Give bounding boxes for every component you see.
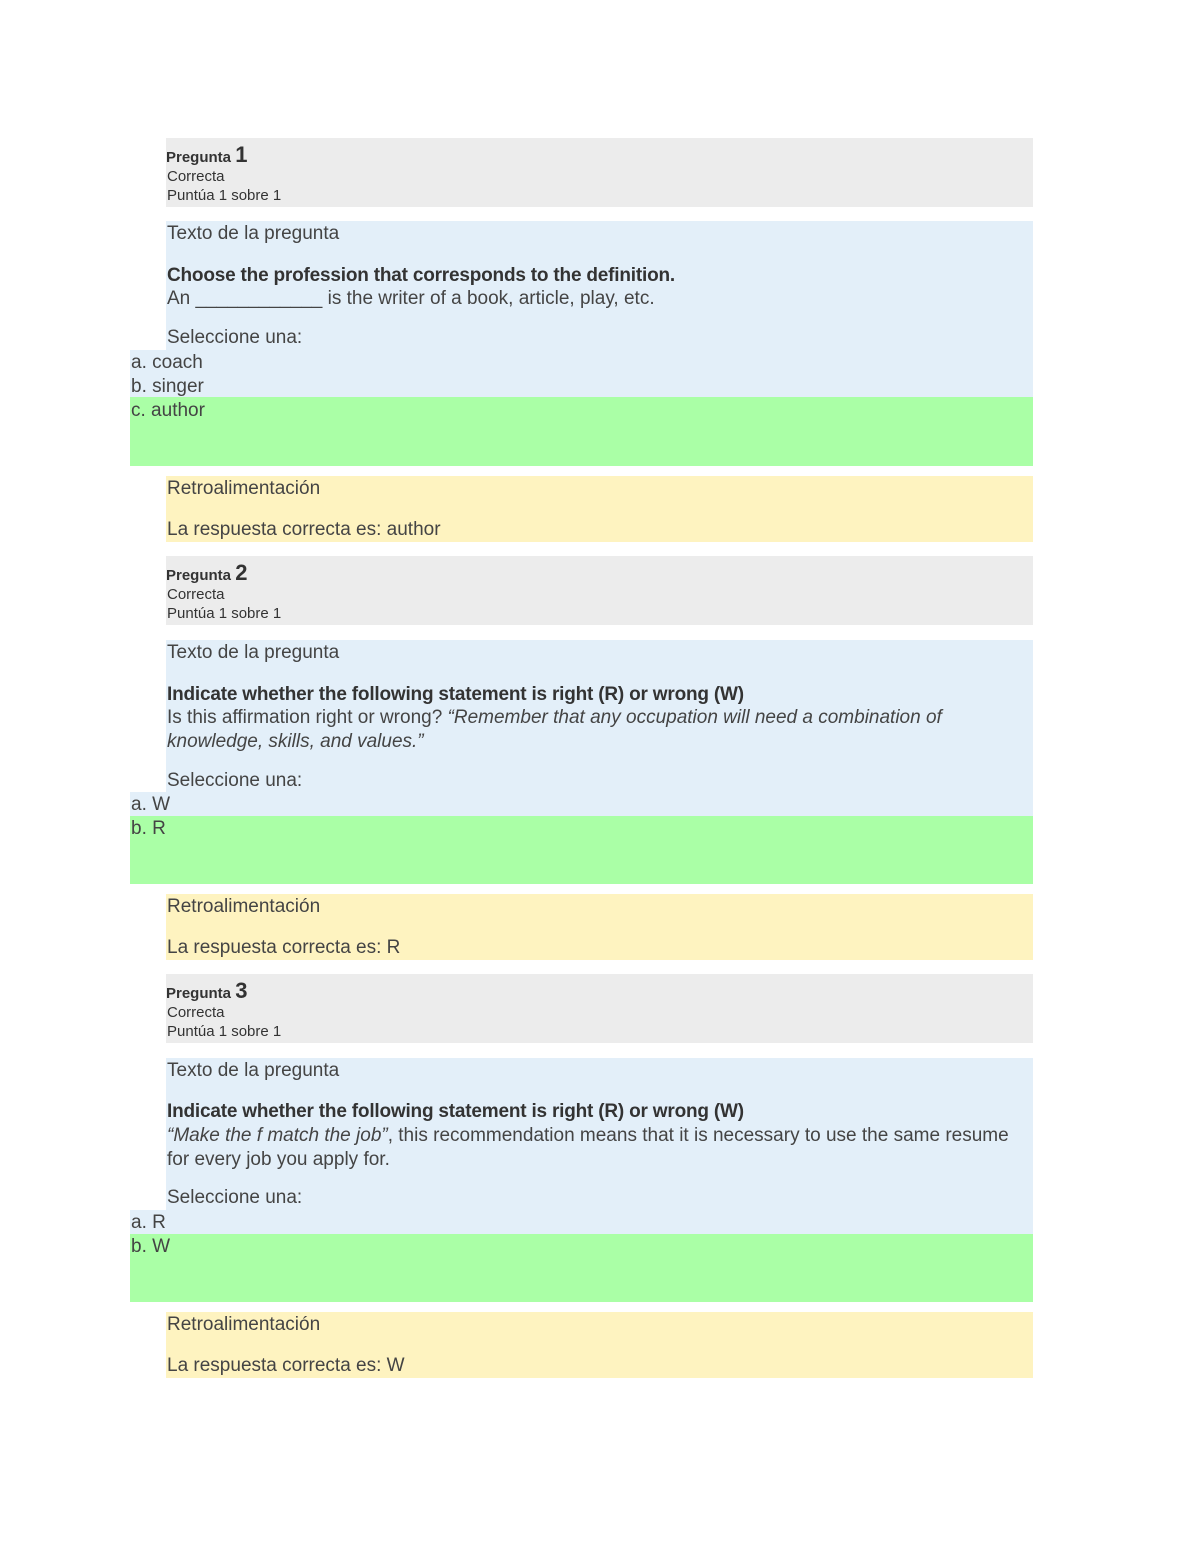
question-label: Pregunta [166, 567, 232, 584]
feedback-text: La respuesta correcta es: author [167, 519, 441, 540]
question-instruction: Indicate whether the following statement is right (R) or wrong (W) [167, 684, 744, 705]
question-number [166, 978, 247, 1004]
question-instruction: Indicate whether the following statement is right (R) or wrong (W) [167, 1101, 744, 1122]
question-state: Correcta [167, 1004, 225, 1021]
option-b[interactable]: b. singer [131, 376, 204, 397]
correct-option-highlight [130, 397, 1033, 466]
question-body-text: , this recommendation means that it is necessary to use the same resume for every job you apply for. [167, 1125, 1009, 1170]
question-body: An ____________ is the writer of a book, article, play, etc. [167, 288, 655, 309]
question-1-content [166, 221, 1033, 397]
question-number [166, 560, 247, 586]
question-text-heading: Texto de la pregunta [167, 223, 340, 244]
option-a[interactable]: a. R [131, 1212, 166, 1233]
question-state: Correcta [167, 168, 225, 185]
question-2-content [166, 640, 1033, 816]
option-b[interactable]: b. W [131, 1236, 171, 1257]
question-2-info [166, 556, 1033, 625]
question-number-value: 2 [235, 560, 248, 585]
select-prompt: Seleccione una: [167, 770, 303, 791]
correct-option-highlight [130, 1234, 1033, 1302]
question-body-quote: “Remember that any occupation will need a combination of knowledge, skills, and values.” [167, 707, 942, 752]
option-c[interactable]: c. author [131, 400, 205, 421]
question-text-heading: Texto de la pregunta [167, 642, 340, 663]
question-3-content [166, 1058, 1033, 1234]
question-3-info [166, 974, 1033, 1043]
correct-option-highlight [130, 816, 1033, 884]
option-a[interactable]: a. W [131, 794, 171, 815]
feedback-heading: Retroalimentación [167, 896, 321, 917]
question-1-feedback [166, 476, 1033, 542]
question-2-feedback [166, 894, 1033, 960]
question-label: Pregunta [166, 985, 232, 1002]
question-grade: Puntúa 1 sobre 1 [167, 605, 282, 622]
question-3-feedback [166, 1312, 1033, 1378]
select-prompt: Seleccione una: [167, 327, 303, 348]
option-a[interactable]: a. coach [131, 352, 203, 373]
question-text-heading: Texto de la pregunta [167, 1060, 340, 1081]
question-body-quote: “Make the f match the job” [167, 1125, 388, 1146]
option-b[interactable]: b. R [131, 818, 166, 839]
question-instruction: Choose the profession that corresponds to the definition. [167, 265, 675, 286]
question-grade: Puntúa 1 sobre 1 [167, 187, 282, 204]
feedback-heading: Retroalimentación [167, 478, 321, 499]
question-grade: Puntúa 1 sobre 1 [167, 1023, 282, 1040]
question-label: Pregunta [166, 149, 232, 166]
select-prompt: Seleccione una: [167, 1187, 303, 1208]
feedback-heading: Retroalimentación [167, 1314, 321, 1335]
question-body [167, 706, 1017, 754]
question-1-info [166, 138, 1033, 207]
question-body-text: Is this affirmation right or wrong? [167, 707, 448, 728]
question-body [167, 1124, 1017, 1172]
question-number-value: 1 [235, 142, 248, 167]
feedback-text: La respuesta correcta es: R [167, 937, 401, 958]
question-number [166, 142, 247, 168]
question-state: Correcta [167, 586, 225, 603]
feedback-text: La respuesta correcta es: W [167, 1355, 405, 1376]
question-number-value: 3 [235, 978, 248, 1003]
